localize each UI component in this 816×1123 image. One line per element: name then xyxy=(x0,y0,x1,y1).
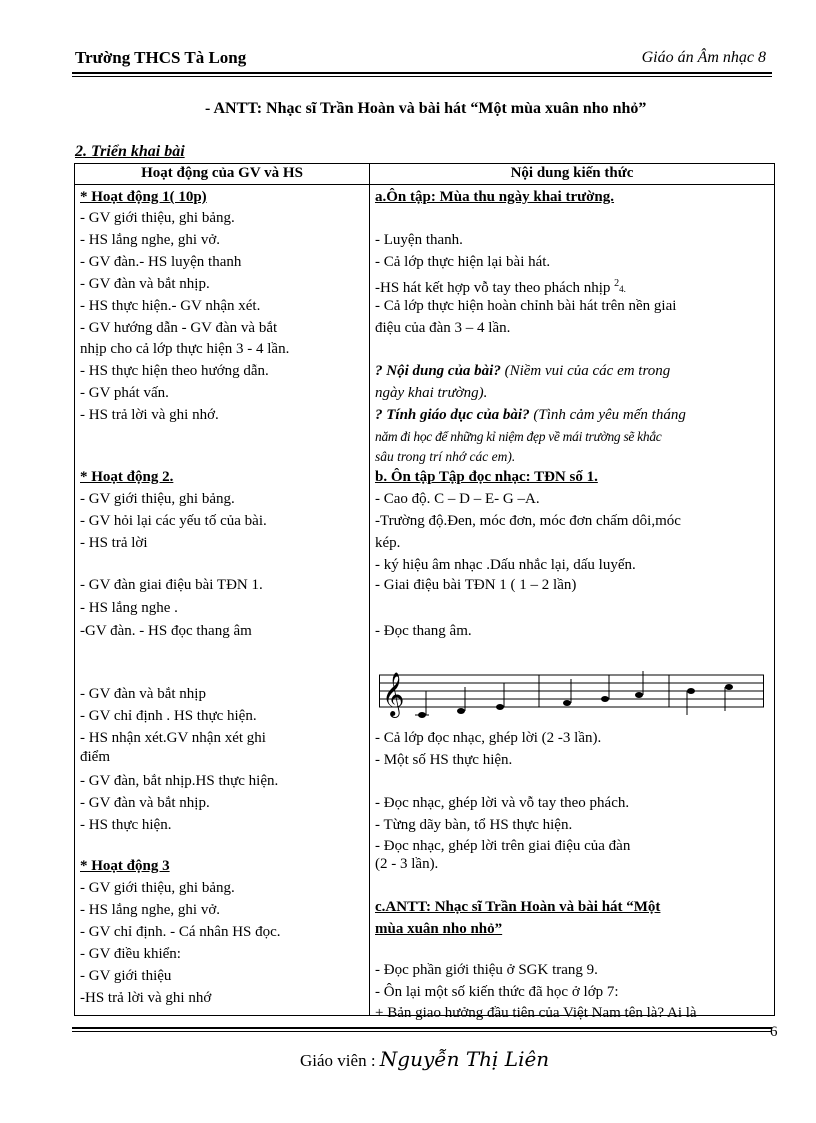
list-item: - GV chỉ định . HS thực hiện. xyxy=(80,708,257,724)
list-item: - GV giới thiệu, ghi bảng. xyxy=(80,491,235,507)
list-item xyxy=(375,275,769,298)
note-c xyxy=(418,712,426,718)
table-body-row xyxy=(75,185,775,1016)
header-rule-thin xyxy=(72,76,772,77)
note-d xyxy=(457,708,465,714)
list-item: - GV phát vấn. xyxy=(80,385,169,401)
section-b-title: b. Ôn tập Tập đọc nhạc: TĐN số 1. xyxy=(375,469,598,485)
list-item: - GV đàn giai điệu bài TĐN 1. xyxy=(80,577,263,593)
time-signature-bottom: 4. xyxy=(619,284,626,294)
list-item: - Ôn lại một số kiến thức đã học ở lớp 7: xyxy=(375,984,619,1000)
question-answer-cont: ngày khai trường). xyxy=(375,385,488,401)
list-item: - Luyện thanh. xyxy=(375,232,463,248)
list-item: - Cao độ. C – D – E- G –A. xyxy=(375,491,540,507)
list-item: - GV giới thiệu, ghi bảng. xyxy=(80,210,235,226)
list-item: (2 - 3 lần). xyxy=(375,856,439,872)
list-item: kép. xyxy=(375,535,401,551)
treble-clef-icon: 𝄞 xyxy=(382,672,405,716)
list-item: - HS thực hiện.- GV nhận xét. xyxy=(80,298,261,314)
question-answer-cont: sâu trong trí nhớ các em). xyxy=(375,449,516,464)
subject-title: Giáo án Âm nhạc 8 xyxy=(641,49,766,66)
list-item: - GV đàn và bắt nhịp. xyxy=(80,276,210,292)
section-c-title-cont: mùa xuân nho nhỏ” xyxy=(375,921,503,937)
list-item: - HS lắng nghe . xyxy=(80,600,178,616)
list-item: - Cả lớp thực hiện lại bài hát. xyxy=(375,254,551,270)
list-item: điệu của đàn 3 – 4 lần. xyxy=(375,320,511,336)
list-item: - HS nhận xét.GV nhận xét ghi xyxy=(80,730,266,746)
note-a xyxy=(635,692,643,698)
list-item: -Trường độ.Đen, móc đơn, móc đơn chấm dôi,móc xyxy=(375,513,681,529)
question-answer: (Tình cảm yêu mến tháng xyxy=(529,407,686,423)
list-item: - ký hiệu âm nhạc .Dấu nhắc lại, dấu luyến. xyxy=(375,557,636,573)
school-name: Trường THCS Tà Long xyxy=(75,48,247,67)
note-b xyxy=(687,688,695,694)
page-number: 6 xyxy=(770,1024,778,1040)
activity-2-title: * Hoạt động 2. xyxy=(80,469,174,485)
col-header-content: Nội dung kiến thức xyxy=(370,164,775,185)
question-label: ? Nội dung của bài? xyxy=(375,363,501,379)
question-answer-cont: năm đi học để những kỉ niệm đẹp về mái trường sẽ khắc xyxy=(375,429,662,444)
list-item: - Đọc thang âm. xyxy=(375,623,472,639)
header-rule xyxy=(72,72,772,74)
list-item: - Giai điệu bài TĐN 1 ( 1 – 2 lần) xyxy=(375,577,577,593)
list-item: nhịp cho cả lớp thực hiện 3 - 4 lần. xyxy=(80,341,290,357)
footer-rule xyxy=(72,1027,772,1029)
list-item: - HS lắng nghe, ghi vở. xyxy=(80,902,221,918)
list-item: - GV giới thiệu xyxy=(80,968,172,984)
note-e xyxy=(496,704,504,710)
list-item: -GV đàn. - HS đọc thang âm xyxy=(80,623,252,639)
list-item-text: -HS hát kết hợp vỗ tay theo phách nhịp xyxy=(375,280,611,296)
list-item: - GV đàn.- HS luyện thanh xyxy=(80,254,242,270)
question-answer: (Niềm vui của các em trong xyxy=(500,363,671,379)
col-header-activities: Hoạt động của GV và HS xyxy=(75,164,370,185)
list-item: - HS thực hiện. xyxy=(80,817,172,833)
question-label: ? Tính giáo dục của bài? xyxy=(375,407,530,423)
list-item: - HS thực hiện theo hướng dẫn. xyxy=(80,363,269,379)
list-item: - GV hỏi lại các yếu tố của bài. xyxy=(80,513,267,529)
section-a-title: a.Ôn tập: Mùa thu ngày khai trường. xyxy=(375,189,615,205)
activities-cell xyxy=(75,185,370,1016)
list-item: - Đọc nhạc, ghép lời trên giai điệu của đàn xyxy=(375,838,631,854)
question-content xyxy=(375,362,769,380)
list-item: - GV hướng dẫn - GV đàn và bắt xyxy=(80,320,278,336)
section-c-title: c.ANTT: Nhạc sĩ Trần Hoàn và bài hát “Một xyxy=(375,899,661,915)
list-item: - GV giới thiệu, ghi bảng. xyxy=(80,880,235,896)
note-g xyxy=(601,696,609,702)
list-item: -HS trả lời và ghi nhớ xyxy=(80,990,212,1006)
list-item: - HS trả lời và ghi nhớ. xyxy=(80,407,219,423)
teacher-name: Nguyễn Thị Liên xyxy=(379,1047,550,1071)
list-item: - GV đàn và bắt nhịp xyxy=(80,686,206,702)
list-item: - Từng dãy bàn, tổ HS thực hiện. xyxy=(375,817,573,833)
list-item: + Bản giao hưởng đầu tiên của Việt Nam tên là? Ai là xyxy=(375,1005,697,1021)
note-f xyxy=(563,700,571,706)
list-item: - Đọc phần giới thiệu ở SGK trang 9. xyxy=(375,962,598,978)
footer-label: Giáo viên : xyxy=(300,1051,380,1070)
activity-1-title: * Hoạt động 1( 10p) xyxy=(80,189,207,205)
list-item: - GV đàn và bắt nhịp. xyxy=(80,795,210,811)
section-title: 2. Triển khai bài xyxy=(75,143,185,160)
list-item: - Đọc nhạc, ghép lời và vỗ tay theo phách. xyxy=(375,795,630,811)
note-c-high xyxy=(725,684,733,690)
activity-3-title: * Hoạt động 3 xyxy=(80,858,170,874)
list-item: - HS lắng nghe, ghi vở. xyxy=(80,232,221,248)
list-item: - GV chỉ định. - Cá nhân HS đọc. xyxy=(80,924,281,940)
table-header-row xyxy=(75,164,775,185)
list-item: - GV điều khiển: xyxy=(80,946,181,962)
list-item: - Cả lớp thực hiện hoàn chỉnh bài hát trên nền giai xyxy=(375,298,677,314)
list-item: điểm xyxy=(80,749,110,765)
list-item: - Một số HS thực hiện. xyxy=(375,752,513,768)
content-cell xyxy=(370,185,775,1021)
list-item: - HS trả lời xyxy=(80,535,148,551)
question-education xyxy=(375,406,769,424)
antt-heading: - ANTT: Nhạc sĩ Trần Hoàn và bài hát “Một mùa xuân nho nhỏ” xyxy=(205,100,647,117)
time-signature-top: 2 xyxy=(614,278,620,289)
lesson-table xyxy=(74,163,775,1021)
list-item: - GV đàn, bắt nhịp.HS thực hiện. xyxy=(80,773,279,789)
notes xyxy=(415,671,733,718)
footer xyxy=(300,1047,549,1071)
music-staff xyxy=(379,669,764,719)
list-item: - Cả lớp đọc nhạc, ghép lời (2 -3 lần). xyxy=(375,730,602,746)
footer-rule-thin xyxy=(72,1031,772,1032)
